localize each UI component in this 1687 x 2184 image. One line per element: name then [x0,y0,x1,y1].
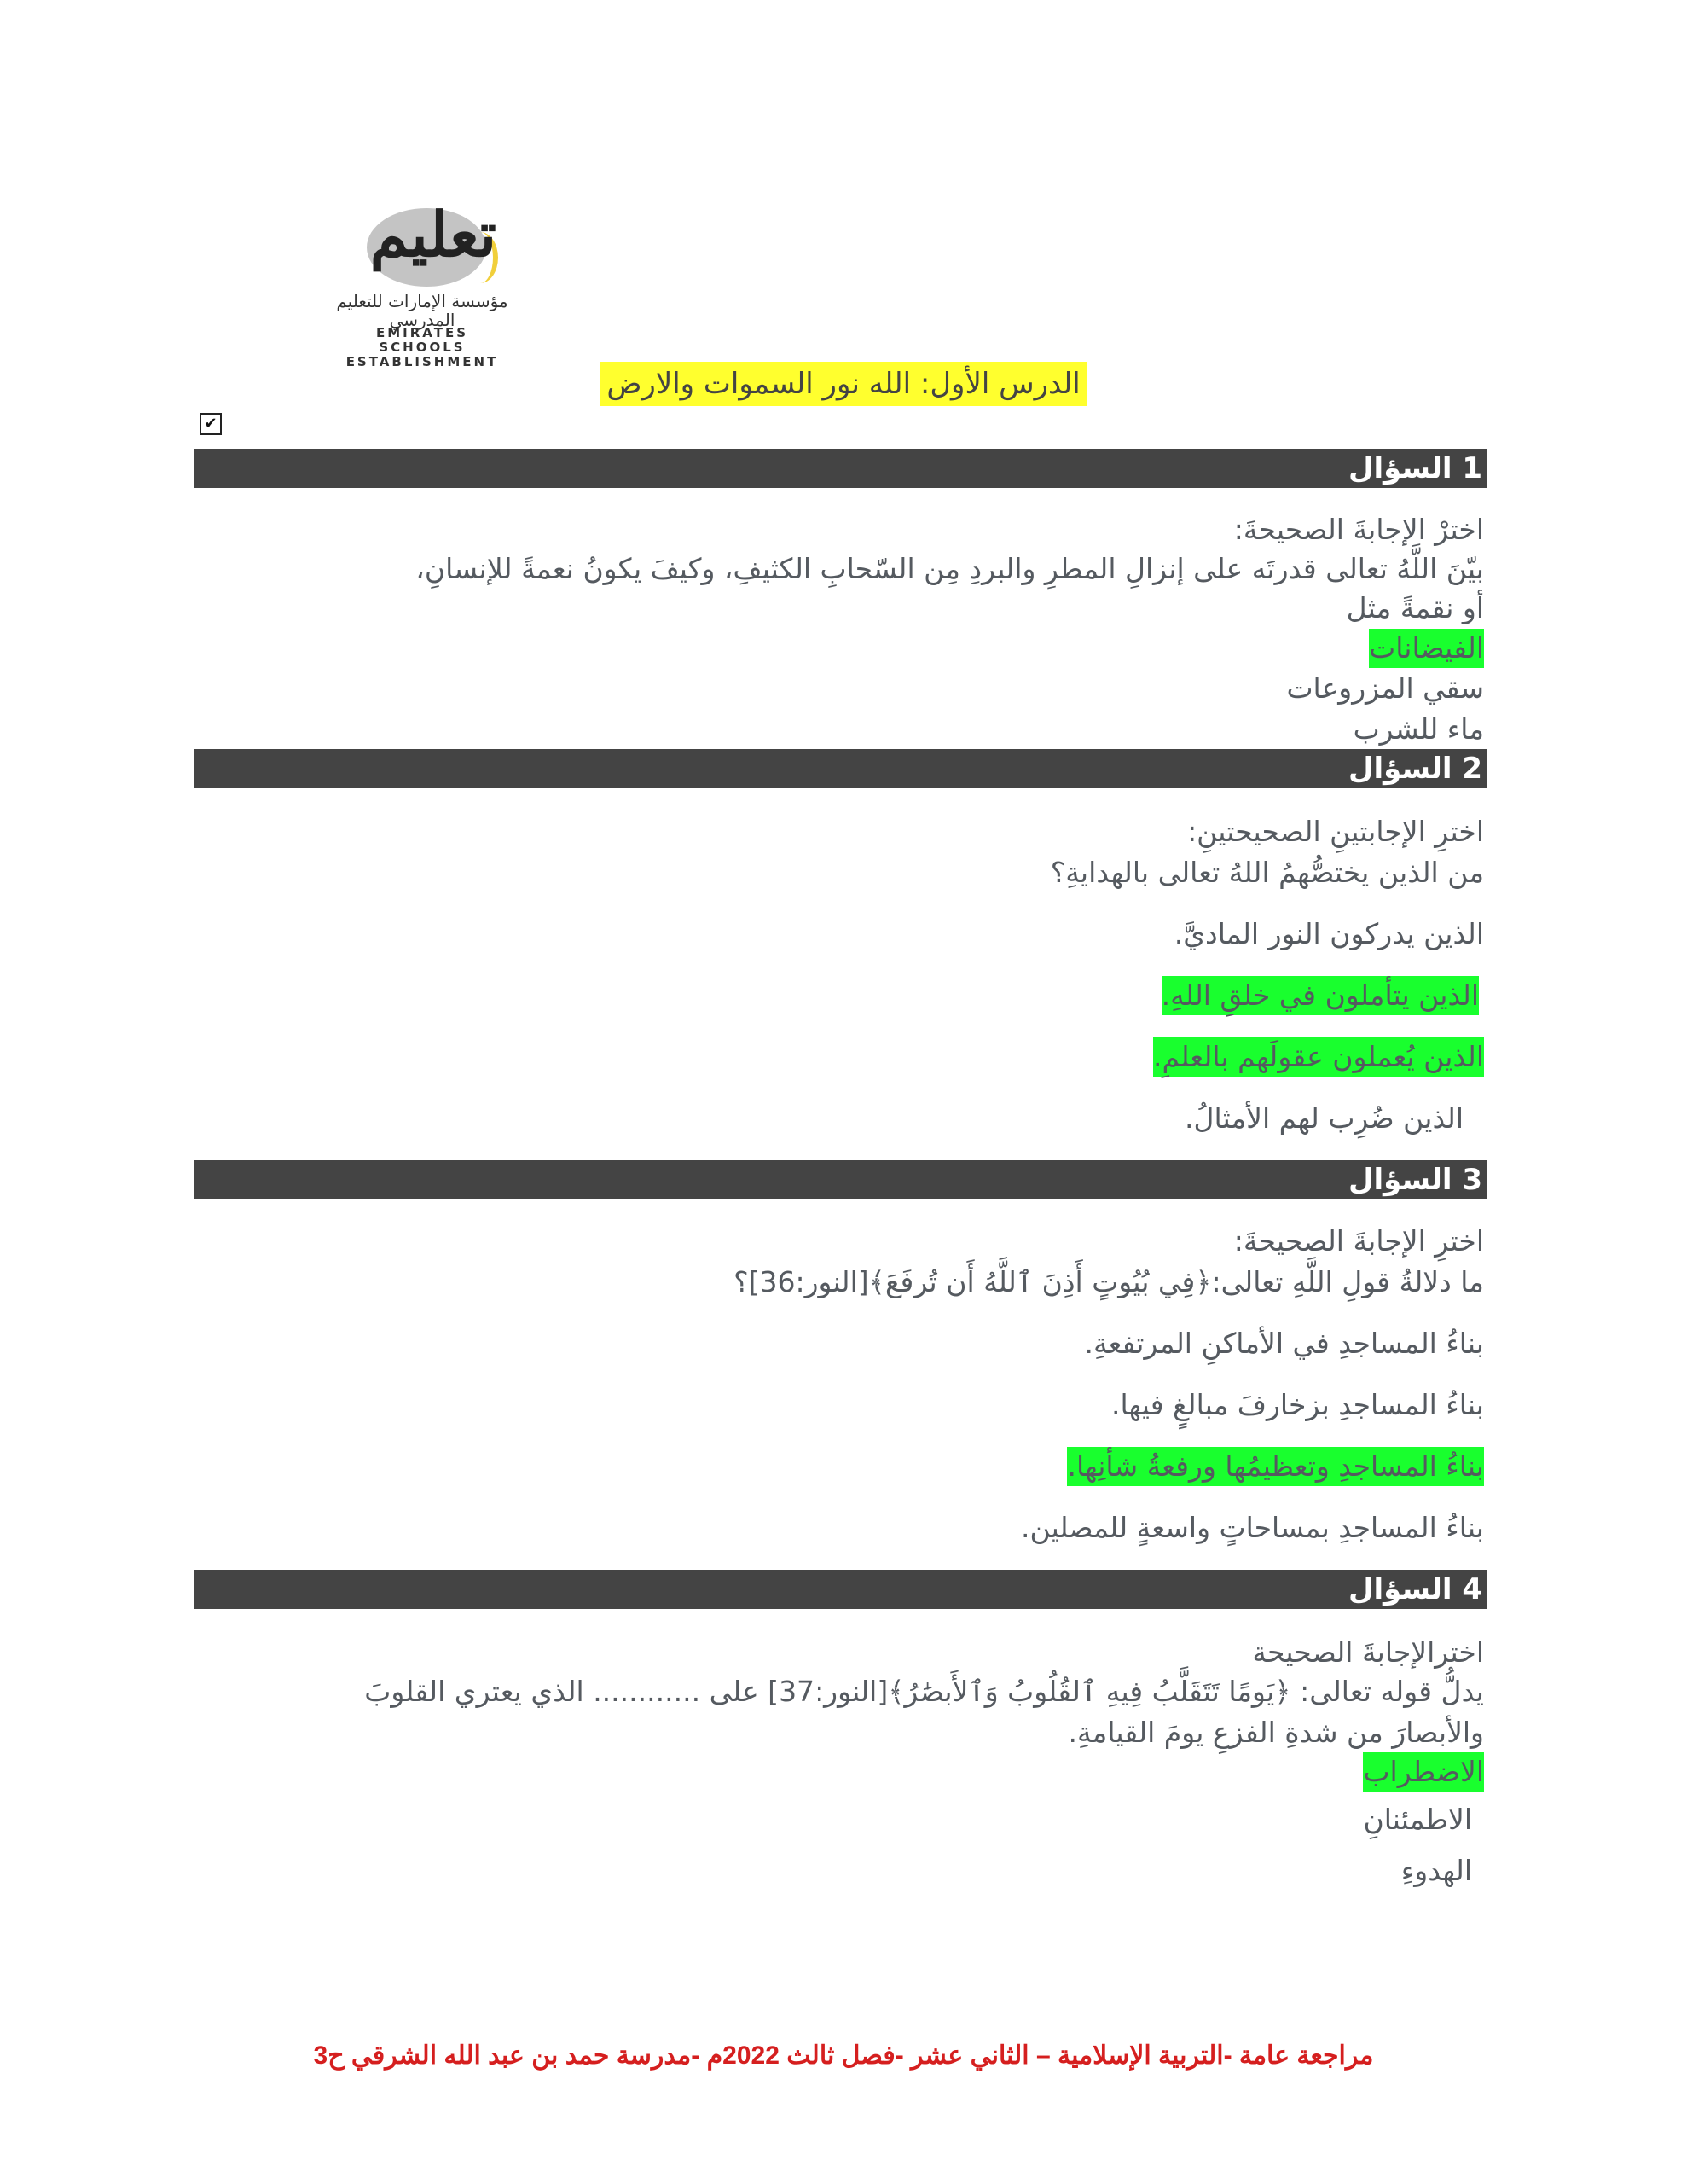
checkbox[interactable]: ✔ [200,413,222,435]
q2-option-1[interactable]: الذين يدركون النور الماديَّ. [1174,917,1484,950]
q1-stem-2: أو نقمةً مثل [1346,591,1484,624]
q4-option-2[interactable]: الاطمئنانِ [1363,1803,1472,1836]
emirates-schools-logo [333,198,525,369]
question-2-header: 2 السؤال [194,749,1487,788]
q3-option-4[interactable]: بناءُ المساجدِ بمساحاتٍ واسعةٍ للمصلين. [1020,1511,1484,1544]
q3-option-3[interactable]: بناءُ المساجدِ وتعظيمُها ورفعةُ شأنِها. [1067,1447,1484,1486]
q1-option-2[interactable]: سقي المزروعات [1286,671,1484,705]
q4-option-3[interactable]: الهدوءِ [1400,1854,1472,1887]
logo-subtitle-ar: مؤسسة الإمارات للتعليم المدرسي [336,291,508,330]
question-1-header: 1 السؤال [194,449,1487,488]
logo-subtitle-en-2: ESTABLISHMENT [345,354,499,369]
q3-option-1[interactable]: بناءُ المساجدِ في الأماكنِ المرتفعةِ. [1084,1327,1484,1360]
lesson-title-row [0,362,1687,406]
q1-option-3[interactable]: ماء للشرب [1353,712,1484,746]
q2-instruction: اخترِ الإجابتينِ الصحيحتينِ: [1187,815,1484,848]
q1-stem-1: بيّنَ اللَّهُ تعالى قدرتَه على إنزالِ المطرِ والبردِ مِن السّحابِ الكثيفِ، وكيفَ يكونُ نعمةً للإنسانِ، [415,552,1484,585]
footer-text: مراجعة عامة -التربية الإسلامية – الثاني عشر -فصل ثالث 2022م -مدرسة حمد بن عبد الله الشرقي ح3 [313,2042,1374,2070]
q1-option-1[interactable]: الفيضانات [1369,629,1484,668]
footer-row [0,2037,1687,2075]
q4-stem-1: يدلُّ قوله تعالى: ﴿يَومًا تَتَقَلَّبُ فِيهِ ٱلقُلُوبُ وَٱلأَبصَٰرُ﴾[النور:37] على ............ الذي يعتري القلوبَ [364,1675,1484,1708]
q2-option-3[interactable]: الذين يُعملون عقولَهم بالعلمِ. [1153,1037,1484,1077]
lesson-title: الدرس الأول: الله نور السموات والارض [600,362,1087,406]
q3-instruction: اخترِ الإجابةَ الصحيحةَ: [1233,1224,1484,1258]
q4-stem-2: والأبصارَ من شدةِ الفزعِ يومَ القيامةِ. [1068,1716,1484,1749]
question-4-header: 4 السؤال [194,1570,1487,1609]
q2-stem: من الذين يختصُّهمُ اللهُ تعالى بالهدايةِ؟ [1050,856,1484,889]
question-3-header: 3 السؤال [194,1160,1487,1199]
q1-instruction: اخترْ الإجابةَ الصحيحةَ: [1233,513,1484,546]
q3-option-2[interactable]: بناءُ المساجدِ بزخارفَ مبالغٍ فيها. [1111,1388,1484,1421]
q2-option-4[interactable]: الذين ضُرِب لهم الأمثالُ. [1185,1101,1464,1135]
q4-instruction: اخترالإجابةَ الصحيحة [1252,1635,1484,1669]
q3-stem: ما دلالةُ قولِ اللَّهِ تعالى:﴿فِي بُيُوتٍ أَذِنَ ٱللَّهُ أَن تُرفَعَ﴾[النور:36]؟ [733,1265,1484,1298]
logo-word: تعليم [369,198,496,270]
logo-subtitle-en-1: EMIRATES SCHOOLS [375,325,469,355]
q4-option-1[interactable]: الاضطراب [1363,1752,1484,1792]
q2-option-2[interactable]: الذين يتأملون في خلقِ اللهِ. [1162,976,1479,1015]
